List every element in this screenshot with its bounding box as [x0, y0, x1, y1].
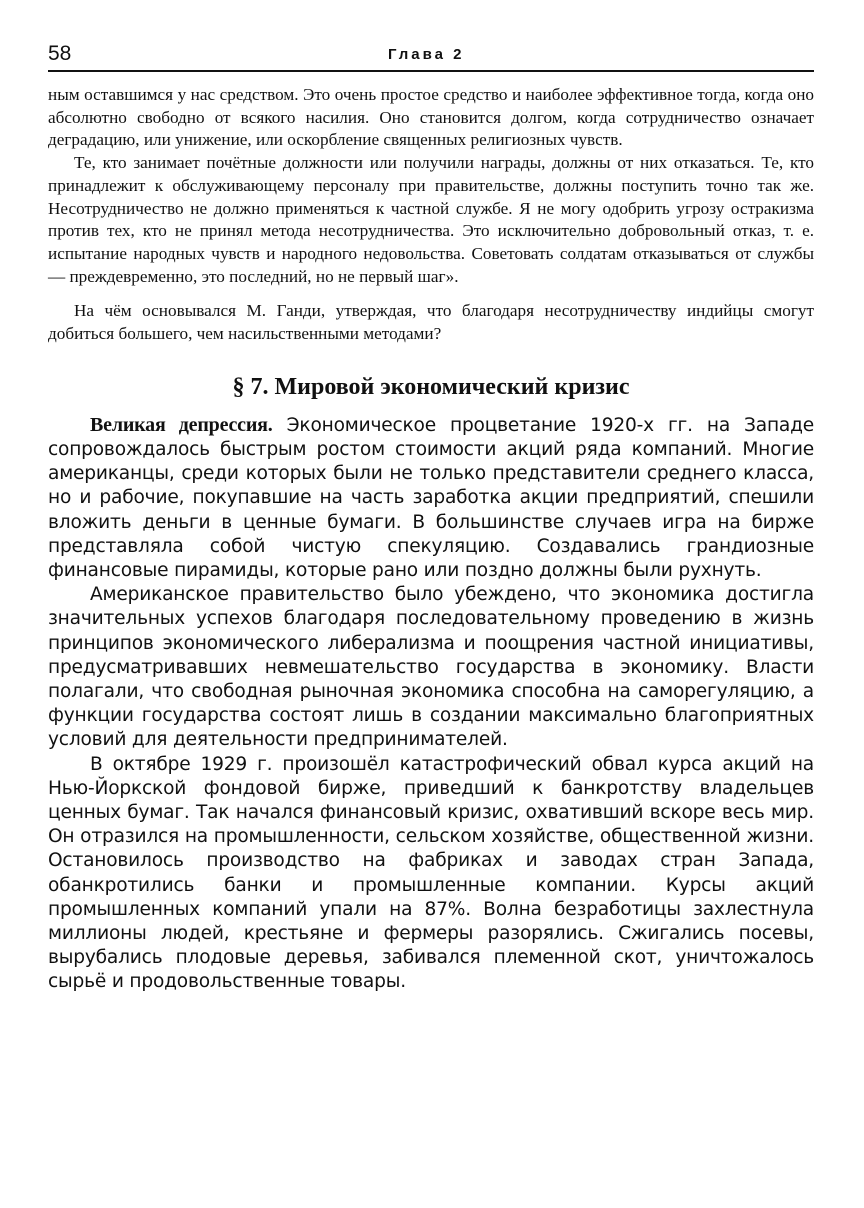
body-paragraph: В октябре 1929 г. произошёл катастрофический обвал курса акций на Нью-Йоркской фондовой бирже, приведший к банкротству владельцев ценных бумаг. Так начался финансовый кризис, охвативший вскоре весь мир. Он отразился на промышленности, сельском хозяйстве, общественной жизни. Остановилось производство на фабриках и заводах стран Запада, обанкротились банки и промышленные компании. Курсы акций промышленных компаний упали на 87%. Волна безработицы захлестнула миллионы людей, крестьяне и фермеры разорялись. Сжигались посевы, вырубались плодовые деревья, забивался племенной скот, уничтожалось сырьё и продовольственные товары. — [48, 753, 814, 993]
chapter-title: Глава 2 — [388, 46, 465, 63]
section-title: § 7. Мировой экономический кризис — [232, 373, 630, 400]
section-body — [48, 413, 814, 995]
page-number: 58 — [48, 42, 72, 65]
paragraph-text: Экономическое процветание 1920-х гг. на Западе сопровождалось быстрым ростом стоимости акций ряда компаний. Многие американцы, среди которых были не только представители среднего класса, но и рабочие, покупавшие на часть заработка акции предприятий, спешили вложить деньги в ценные бумаги. В большинстве случаев игра на бирже представляла собой чистую спекуляцию. Создавались грандиозные финансовые пирамиды, которые рано или поздно должны были рухнуть. — [48, 414, 815, 581]
quote-paragraph: ным оставшимся у нас средством. Это очень простое средство и наиболее эффективное тогда, когда оно абсолютно свободно от всякого насилия. Оно становится долгом, когда сотрудничество означает деградацию, или унижение, или оскорбление священных религиозных чувств. — [48, 85, 814, 150]
quote-paragraph: Те, кто занимает почётные должности или получили награды, должны от них отказаться. Те, кто принадлежит к обслуживающему персоналу при правительстве, должны поступить точно так же. Несотрудничество не должно применяться к частной службе. Я не могу одобрить угрозу остракизма против тех, кто не принял метода несотрудничества. Это исключительно добровольный отказ, т. е. испытание народных чувств и народного недовольства. Советовать солдатам отказываться от службы — преждевременно, это последний, но не первый шаг». — [48, 153, 814, 286]
running-header — [48, 40, 814, 72]
book-page — [48, 40, 814, 995]
review-question: На чём основывался М. Ганди, утверждая, что благодаря несотрудничеству индийцы смогут добиться большего, чем насильственными методами? — [48, 301, 814, 344]
body-paragraph: Американское правительство было убеждено, что экономика достигла значительных успехов благодаря последовательному проведению в жизнь принципов экономического либерализма и поощрения частной инициативы, предусматривавших невмешательство государства в экономику. Власти полагали, что свободная рыночная экономика способна на саморегуляцию, а функции государства состоят лишь в создании максимально благоприятных условий для деятельности предпринимателей. — [48, 584, 814, 751]
run-in-heading: Великая депрессия. — [90, 413, 273, 436]
body-paragraph — [48, 413, 814, 583]
quoted-document — [48, 84, 814, 346]
